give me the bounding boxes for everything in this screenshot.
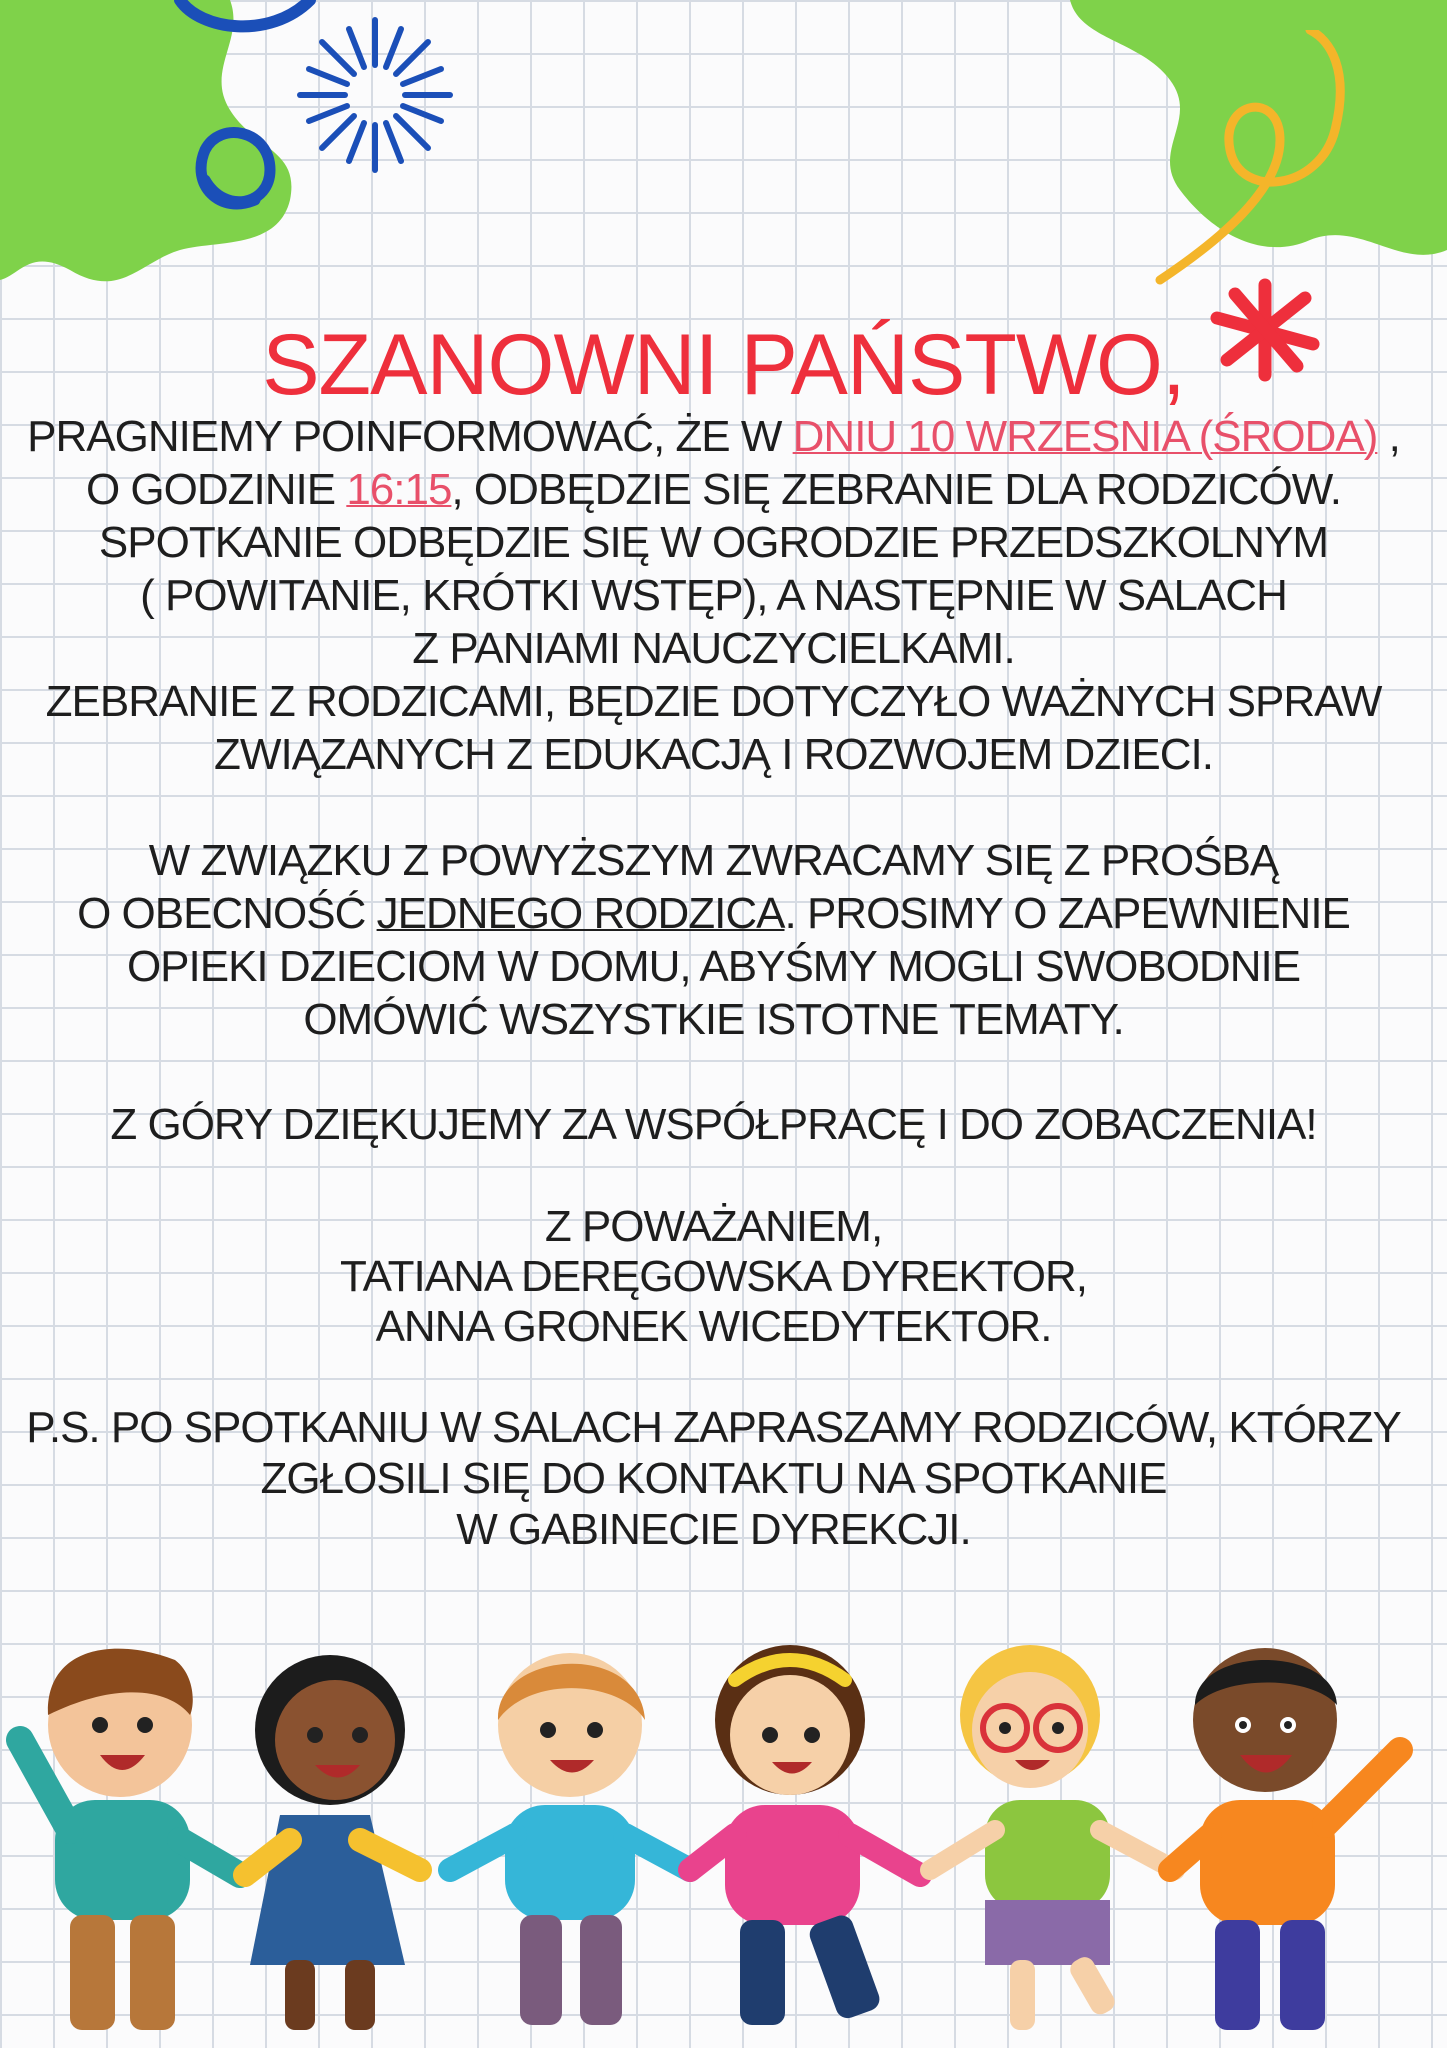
- child-3: [450, 1653, 690, 2025]
- thanks-line: [0, 1098, 1427, 1151]
- yellow-swirl-icon: [1150, 30, 1370, 290]
- text-segment: PRAGNIEMY POINFORMOWAĆ, ŻE W: [27, 412, 793, 461]
- main-paragraph: [0, 410, 1427, 781]
- meeting-date: DNIU 10 WRZESNIA (ŚRODA): [792, 412, 1378, 461]
- one-parent-emphasis: JEDNEGO RODZICA: [376, 889, 785, 938]
- text-segment: O OBECNOŚĆ: [77, 889, 377, 938]
- paragraph-line: ZEBRANIE Z RODZICAMI, BĘDZIE DOTYCZYŁO WAŻNYCH SPRAW: [45, 677, 1382, 726]
- paragraph-line: ZWIĄZANYCH Z EDUKACJĄ I ROZWOJEM DZIECI.: [214, 730, 1213, 779]
- paragraph-line: Z GÓRY DZIĘKUJEMY ZA WSPÓŁPRACĘ I DO ZOBACZENIA!: [110, 1100, 1317, 1149]
- paragraph-line: [0, 463, 1427, 516]
- child-5: [930, 1645, 1175, 2030]
- meeting-time: 16:15: [346, 465, 452, 514]
- paragraph-line: OPIEKI DZIECIOM W DOMU, ABYŚMY MOGLI SWOBODNIE: [126, 942, 1301, 991]
- signature-line: Z POWAŻANIEM,: [544, 1202, 883, 1251]
- page-title: SZANOWNI PAŃSTWO,: [262, 316, 1185, 413]
- paragraph-line: P.S. PO SPOTKANIU W SALACH ZAPRASZAMY RODZICÓW, KTÓRZY: [26, 1403, 1401, 1452]
- paragraph-line: OMÓWIĆ WSZYSTKIE ISTOTNE TEMATY.: [303, 995, 1124, 1044]
- signature-line: TATIANA DERĘGOWSKA DYREKTOR,: [339, 1252, 1088, 1301]
- paragraph-line: W GABINECIE DYREKCJI.: [456, 1505, 971, 1554]
- child-4: [690, 1645, 920, 2025]
- signature-line: ANNA GRONEK WICEDYTEKTOR.: [375, 1302, 1052, 1351]
- paragraph-line: ( POWITANIE, KRÓTKI WSTĘP), A NASTĘPNIE W SALACH: [140, 571, 1287, 620]
- paragraph-line: Z PANIAMI NAUCZYCIELKAMI.: [412, 624, 1015, 673]
- child-6: [1170, 1648, 1400, 2030]
- text-segment: ,: [1377, 412, 1400, 461]
- paragraph-line: W ZWIĄZKU Z POWYŻSZYM ZWRACAMY SIĘ Z PROŚBĄ: [148, 836, 1279, 885]
- text-segment: , ODBĘDZIE SIĘ ZEBRANIE DLA RODZICÓW.: [451, 465, 1342, 514]
- postscript: [0, 1402, 1427, 1555]
- paragraph-line: SPOTKANIE ODBĘDZIE SIĘ W OGRODZIE PRZEDSZKOLNYM: [98, 518, 1329, 567]
- paragraph-line: [0, 410, 1427, 463]
- text-segment: . PROSIMY O ZAPEWNIENIE: [784, 889, 1350, 938]
- firework-icon: [290, 10, 460, 180]
- request-paragraph: [0, 834, 1427, 1046]
- paragraph-line: [0, 887, 1427, 940]
- children-holding-hands-illustration: [0, 1620, 1447, 2048]
- paragraph-line: ZGŁOSILI SIĘ DO KONTAKTU NA SPOTKANIE: [260, 1454, 1167, 1503]
- child-2: [245, 1655, 420, 2030]
- signature-block: [0, 1202, 1427, 1352]
- text-segment: O GODZINIE: [85, 465, 347, 514]
- child-1: [20, 1649, 240, 2030]
